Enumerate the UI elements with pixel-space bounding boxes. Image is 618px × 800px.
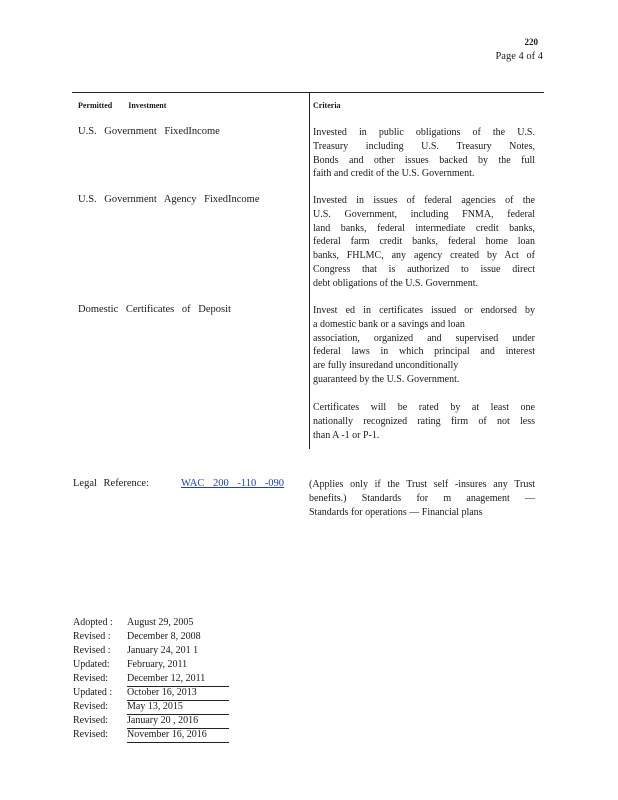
history-date: January 24, 201 1 xyxy=(127,645,199,656)
history-date: May 13, 2015 xyxy=(127,700,229,715)
history-date: August 29, 2005 xyxy=(127,617,194,628)
history-date: February, 2011 xyxy=(127,659,188,670)
criteria-block xyxy=(313,304,535,387)
criteria-line: federal laws in which principal and interest xyxy=(313,346,535,358)
history-label: Revised: xyxy=(73,715,108,726)
history-label: Revised: xyxy=(73,729,108,740)
criteria-line: than A -1 or P-1. xyxy=(313,429,380,441)
history-row xyxy=(73,728,233,742)
history-label: Updated : xyxy=(73,687,113,698)
column-header-criteria: Criteria xyxy=(313,101,341,110)
history-date: December 8, 2008 xyxy=(127,631,201,642)
criteria-line: Invested in issues of federal agencies of the xyxy=(313,195,535,206)
legal-reference-label: Legal Reference: xyxy=(73,478,149,489)
criteria-line: Invested in public obligations of the U.S. xyxy=(313,127,535,138)
criteria-line: Invest ed in certificates issued or endorsed by xyxy=(313,305,535,316)
legal-note-line: benefits.) Standards for m anagement — xyxy=(309,493,535,504)
criteria-line: association, organized and supervised under xyxy=(313,332,535,344)
history-date: November 16, 2016 xyxy=(127,728,229,743)
criteria-block xyxy=(313,126,535,181)
column-header-investment: Permitted Investment xyxy=(78,101,167,110)
history-row xyxy=(73,658,233,672)
criteria-line: nationally recognized rating firm of not less xyxy=(313,415,535,427)
history-date: December 12, 2011 xyxy=(127,672,229,687)
history-label: Revised: xyxy=(73,701,108,712)
criteria-line: a domestic bank or a savings and loan xyxy=(313,318,465,330)
history-label: Revised : xyxy=(73,631,111,642)
history-row xyxy=(73,686,233,700)
legal-note-block xyxy=(309,478,535,520)
criteria-line: Bonds and other issues backed by the full xyxy=(313,154,535,166)
criteria-block-extra xyxy=(313,401,535,442)
investment-us-government-fixed-income: U.S. Government FixedIncome xyxy=(78,126,220,137)
criteria-line: U.S. Government, including FNMA, federal xyxy=(313,208,535,220)
history-row xyxy=(73,616,233,630)
history-label: Adopted : xyxy=(73,617,113,628)
criteria-line: are fully insuredand unconditionally xyxy=(313,360,459,372)
criteria-line: land banks, federal intermediate credit banks, xyxy=(313,222,535,234)
investment-us-government-agency: U.S. Government Agency FixedIncome xyxy=(78,194,260,205)
history-row xyxy=(73,630,233,644)
page-number: 220 xyxy=(524,37,538,47)
history-label: Revised : xyxy=(73,645,111,656)
legal-note-line: Standards for operations — Financial plans xyxy=(309,507,483,518)
history-label: Updated: xyxy=(73,659,110,670)
criteria-line: federal farm credit banks, federal home loan xyxy=(313,236,535,248)
investment-domestic-certificates: Domestic Certificates of Deposit xyxy=(78,304,231,315)
criteria-line: Treasury including U.S. Treasury Notes, xyxy=(313,140,535,152)
table-top-rule xyxy=(72,92,544,93)
criteria-line: debt obligations of the U.S. Government. xyxy=(313,277,478,289)
criteria-line: Congress that is authorized to issue direct xyxy=(313,263,535,275)
history-row xyxy=(73,714,233,728)
history-row xyxy=(73,644,233,658)
legal-reference-link[interactable]: WAC 200 -110 -090 xyxy=(181,478,285,489)
legal-note-line: (Applies only if the Trust self -insures any Trust xyxy=(309,479,535,490)
history-row xyxy=(73,700,233,714)
history-row xyxy=(73,672,233,686)
criteria-line: faith and credit of the U.S. Government. xyxy=(313,168,475,180)
criteria-line: Certificates will be rated by at least one xyxy=(313,402,535,413)
criteria-block xyxy=(313,194,535,291)
history-date: January 20 , 2016 xyxy=(127,714,229,729)
table-column-divider xyxy=(309,92,310,449)
criteria-line: guaranteed by the U.S. Government. xyxy=(313,373,460,385)
history-date: October 16, 2013 xyxy=(127,686,229,701)
page-of-label: Page 4 of 4 xyxy=(495,51,543,62)
history-label: Revised: xyxy=(73,673,108,684)
criteria-line: banks, FHLMC, any agency created by Act of xyxy=(313,250,535,262)
